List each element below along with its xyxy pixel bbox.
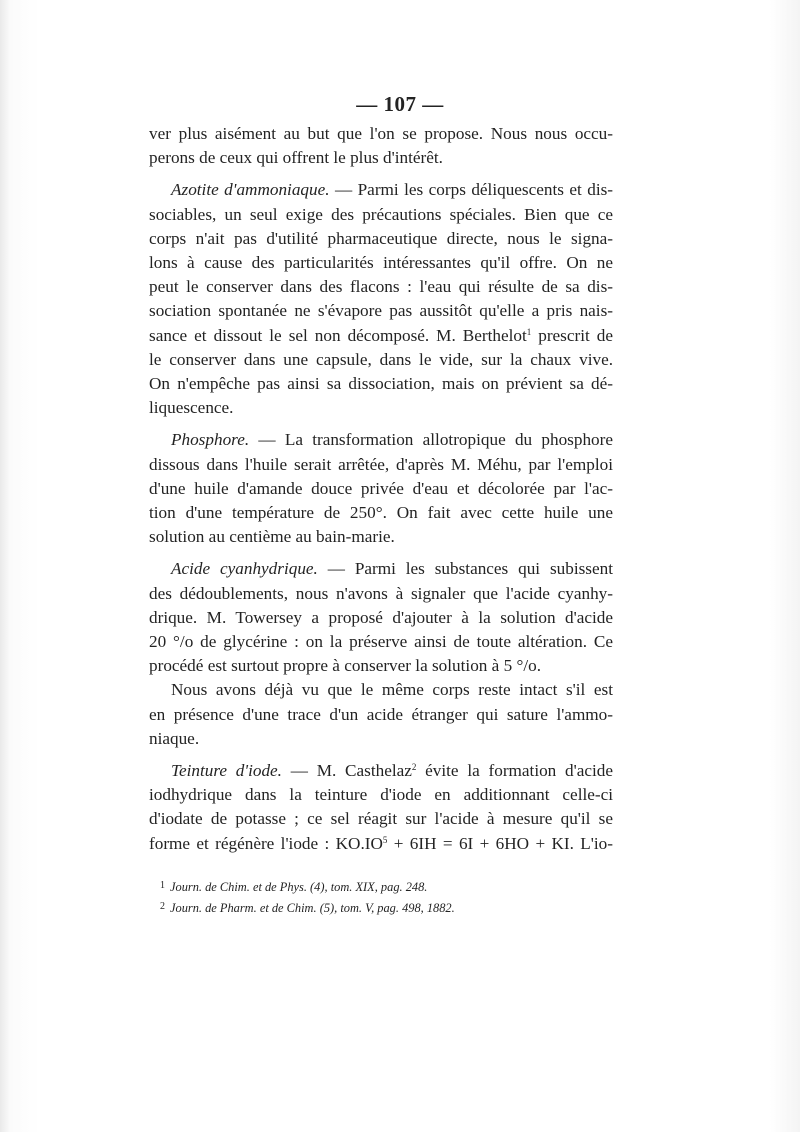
text-line: sance et dissout le sel non décomposé. M. Berthelot$^1$ prescrit de <box>149 325 613 345</box>
footnote-ref: 2 <box>411 762 417 773</box>
text-line: des dédoublements, nous n'avons à signaler que l'acide cyanhy- <box>149 583 613 603</box>
paragraph-gap <box>149 170 613 178</box>
footnote <box>160 876 600 897</box>
text-line: solution au centième au bain-marie. <box>149 527 395 547</box>
text-line: Azotite d'ammoniaque. — Parmi les corps déliquescents et dis- <box>171 180 614 200</box>
text-line: Teinture d'iode. — M. Casthelaz$^2$ évite la formation d'acide <box>171 761 613 781</box>
paragraph-gap <box>149 549 613 557</box>
text-line: sociation spontanée ne s'évapore pas aussitôt qu'elle a pris nais- <box>149 301 613 321</box>
text-line: le conserver dans une capsule, dans le vide, sur la chaux vive. <box>149 349 613 369</box>
footnote-text: Journ. de Chim. et de Phys. (4), tom. XIX, pag. 248. <box>170 880 428 894</box>
text-line: drique. M. Towersey a proposé d'ajouter à la solution d'acide <box>149 607 613 627</box>
text-line: forme et régénère l'iode : $KO.IO^5 + 6IH = 6I + 6HO$ + KI. L'io- <box>149 833 613 853</box>
text-line: liquescence. <box>149 398 234 418</box>
section-lead-acide: Acide cyanhydrique. <box>171 559 318 579</box>
text-line: ver plus aisément au but que l'on se propose. Nous nous occu- <box>149 124 613 143</box>
text-line: tion d'une température de 250°. On fait avec cette huile une <box>149 503 613 523</box>
text-line: Acide cyanhydrique. — Parmi les substances qui subissent <box>171 559 613 579</box>
text-line: niaque. <box>149 728 200 748</box>
text-line: en présence d'une trace d'un acide étranger qui sature l'ammo- <box>149 704 613 724</box>
footnote-mark: 1 <box>160 880 165 891</box>
paragraph-gap <box>149 751 613 759</box>
text-line: iodhydrique dans la teinture d'iode en additionnant celle-ci <box>149 785 613 805</box>
text-line: Nous avons déjà vu que le même corps reste intact s'il est <box>171 680 613 700</box>
text-line: d'une huile d'amande douce privée d'eau et décolorée par l'ac- <box>149 478 613 498</box>
paragraph-gap <box>149 420 613 428</box>
section-lead-teinture: Teinture d'iode. <box>171 761 282 781</box>
text-line: sociables, un seul exige des précautions spéciales. Bien que ce <box>149 204 613 224</box>
formula-superscript: 5 <box>382 834 388 845</box>
page-number: — 107 — <box>356 92 444 116</box>
footnote-mark: 2 <box>160 901 165 912</box>
body-text <box>149 122 613 856</box>
text-line: d'iodate de potasse ; ce sel réagit sur l'acide à mesure qu'il se <box>149 809 613 829</box>
footnote-ref: 1 <box>526 326 532 337</box>
section-lead-phosphore: Phosphore. <box>171 430 250 450</box>
text-line: corps n'ait pas d'utilité pharmaceutique directe, nous le signa- <box>149 228 613 248</box>
text-line: dissous dans l'huile serait arrêtée, d'après M. Méhu, par l'emploi <box>149 454 613 474</box>
footnote <box>160 897 600 918</box>
text-line: On n'empêche pas ainsi sa dissociation, mais on prévient sa dé- <box>149 374 613 394</box>
text-line: procédé est surtout propre à conserver la solution à 5 °/o. <box>149 656 542 676</box>
footnotes <box>160 876 600 918</box>
footnote-text: Journ. de Pharm. et de Chim. (5), tom. V, pag. 498, 1882. <box>170 901 455 915</box>
text-line: Phosphore. — La transformation allotropique du phosphore <box>171 430 613 450</box>
text-line: 20 °/o de glycérine : on la préserve ainsi de toute altération. Ce <box>149 632 613 652</box>
text-line: perons de ceux qui offrent le plus d'intérêt. <box>149 148 443 168</box>
section-lead-azotite: Azotite d'ammoniaque. <box>171 180 330 200</box>
text-line: lons à cause des particularités intéressantes qu'il offre. On ne <box>149 253 613 273</box>
text-line: peut le conserver dans des flacons : l'eau qui résulte de sa dis- <box>149 277 613 297</box>
